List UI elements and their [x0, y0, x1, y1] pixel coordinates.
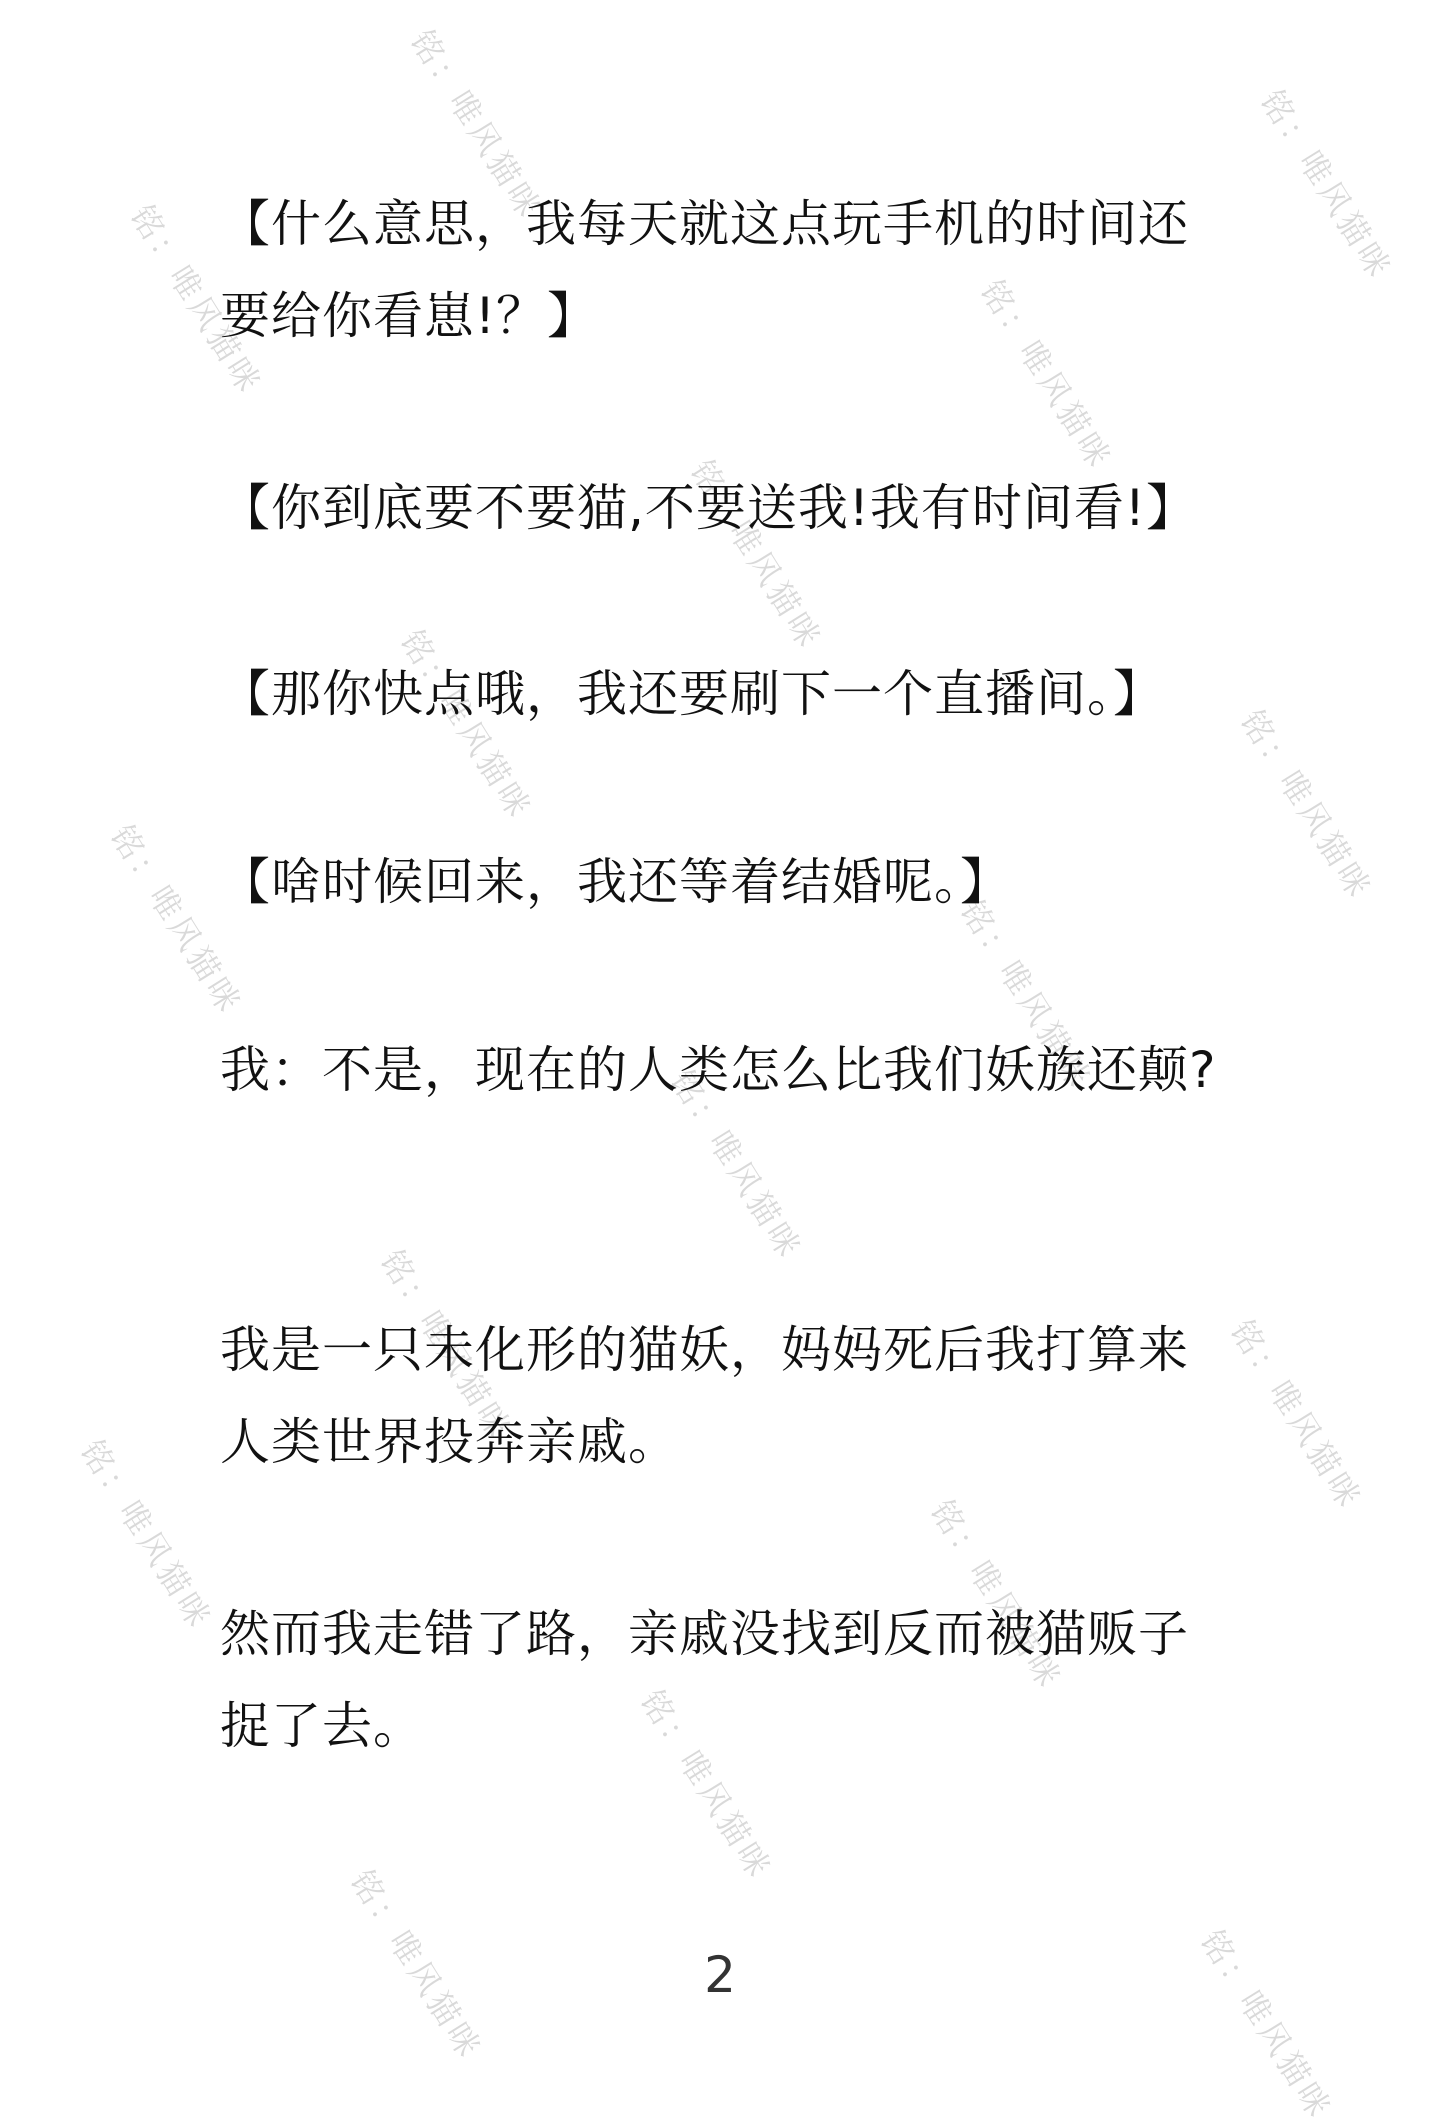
watermark: 铭：唯风猫咪 — [1222, 1313, 1370, 1517]
page-number: 2 — [704, 1946, 736, 2004]
watermark: 铭：唯风猫咪 — [72, 1433, 220, 1637]
paragraph: 我是一只未化形的猫妖，妈妈死后我打算来人类世界投奔亲戚。 — [220, 1321, 1189, 1471]
watermark: 铭：唯风猫咪 — [392, 623, 540, 827]
paragraph: 【啥时候回来，我还等着结婚呢。】 — [220, 853, 1011, 911]
watermark: 铭：唯风猫咪 — [662, 1063, 810, 1267]
watermark: 铭：唯风猫咪 — [632, 1683, 780, 1887]
watermark: 铭：唯风猫咪 — [402, 23, 550, 227]
paragraph: 然而我走错了路，亲戚没找到反而被猫贩子捉了去。 — [220, 1605, 1189, 1755]
watermark: 铭：唯风猫咪 — [972, 273, 1120, 477]
watermark: 铭：唯风猫咪 — [1192, 1923, 1340, 2127]
watermark: 铭：唯风猫咪 — [682, 453, 830, 657]
paragraph: 我：不是，现在的人类怎么比我们妖族还颠? — [220, 1041, 1217, 1099]
watermark: 铭：唯风猫咪 — [372, 1243, 520, 1447]
watermark: 铭：唯风猫咪 — [102, 818, 250, 1022]
watermark: 铭：唯风猫咪 — [922, 1493, 1070, 1697]
paragraph: 【什么意思，我每天就这点玩手机的时间还要给你看崽!？】 — [220, 195, 1189, 345]
watermark: 铭：唯风猫咪 — [1232, 703, 1380, 907]
watermark: 铭：唯风猫咪 — [122, 198, 270, 402]
watermark: 铭：唯风猫咪 — [1252, 83, 1400, 287]
paragraph: 【那你快点哦，我还要刷下一个直播间。】 — [220, 665, 1164, 723]
watermark: 铭：唯风猫咪 — [952, 893, 1100, 1097]
paragraph: 【你到底要不要猫,不要送我!我有时间看!】 — [220, 479, 1197, 537]
watermark: 铭：唯风猫咪 — [342, 1863, 490, 2067]
